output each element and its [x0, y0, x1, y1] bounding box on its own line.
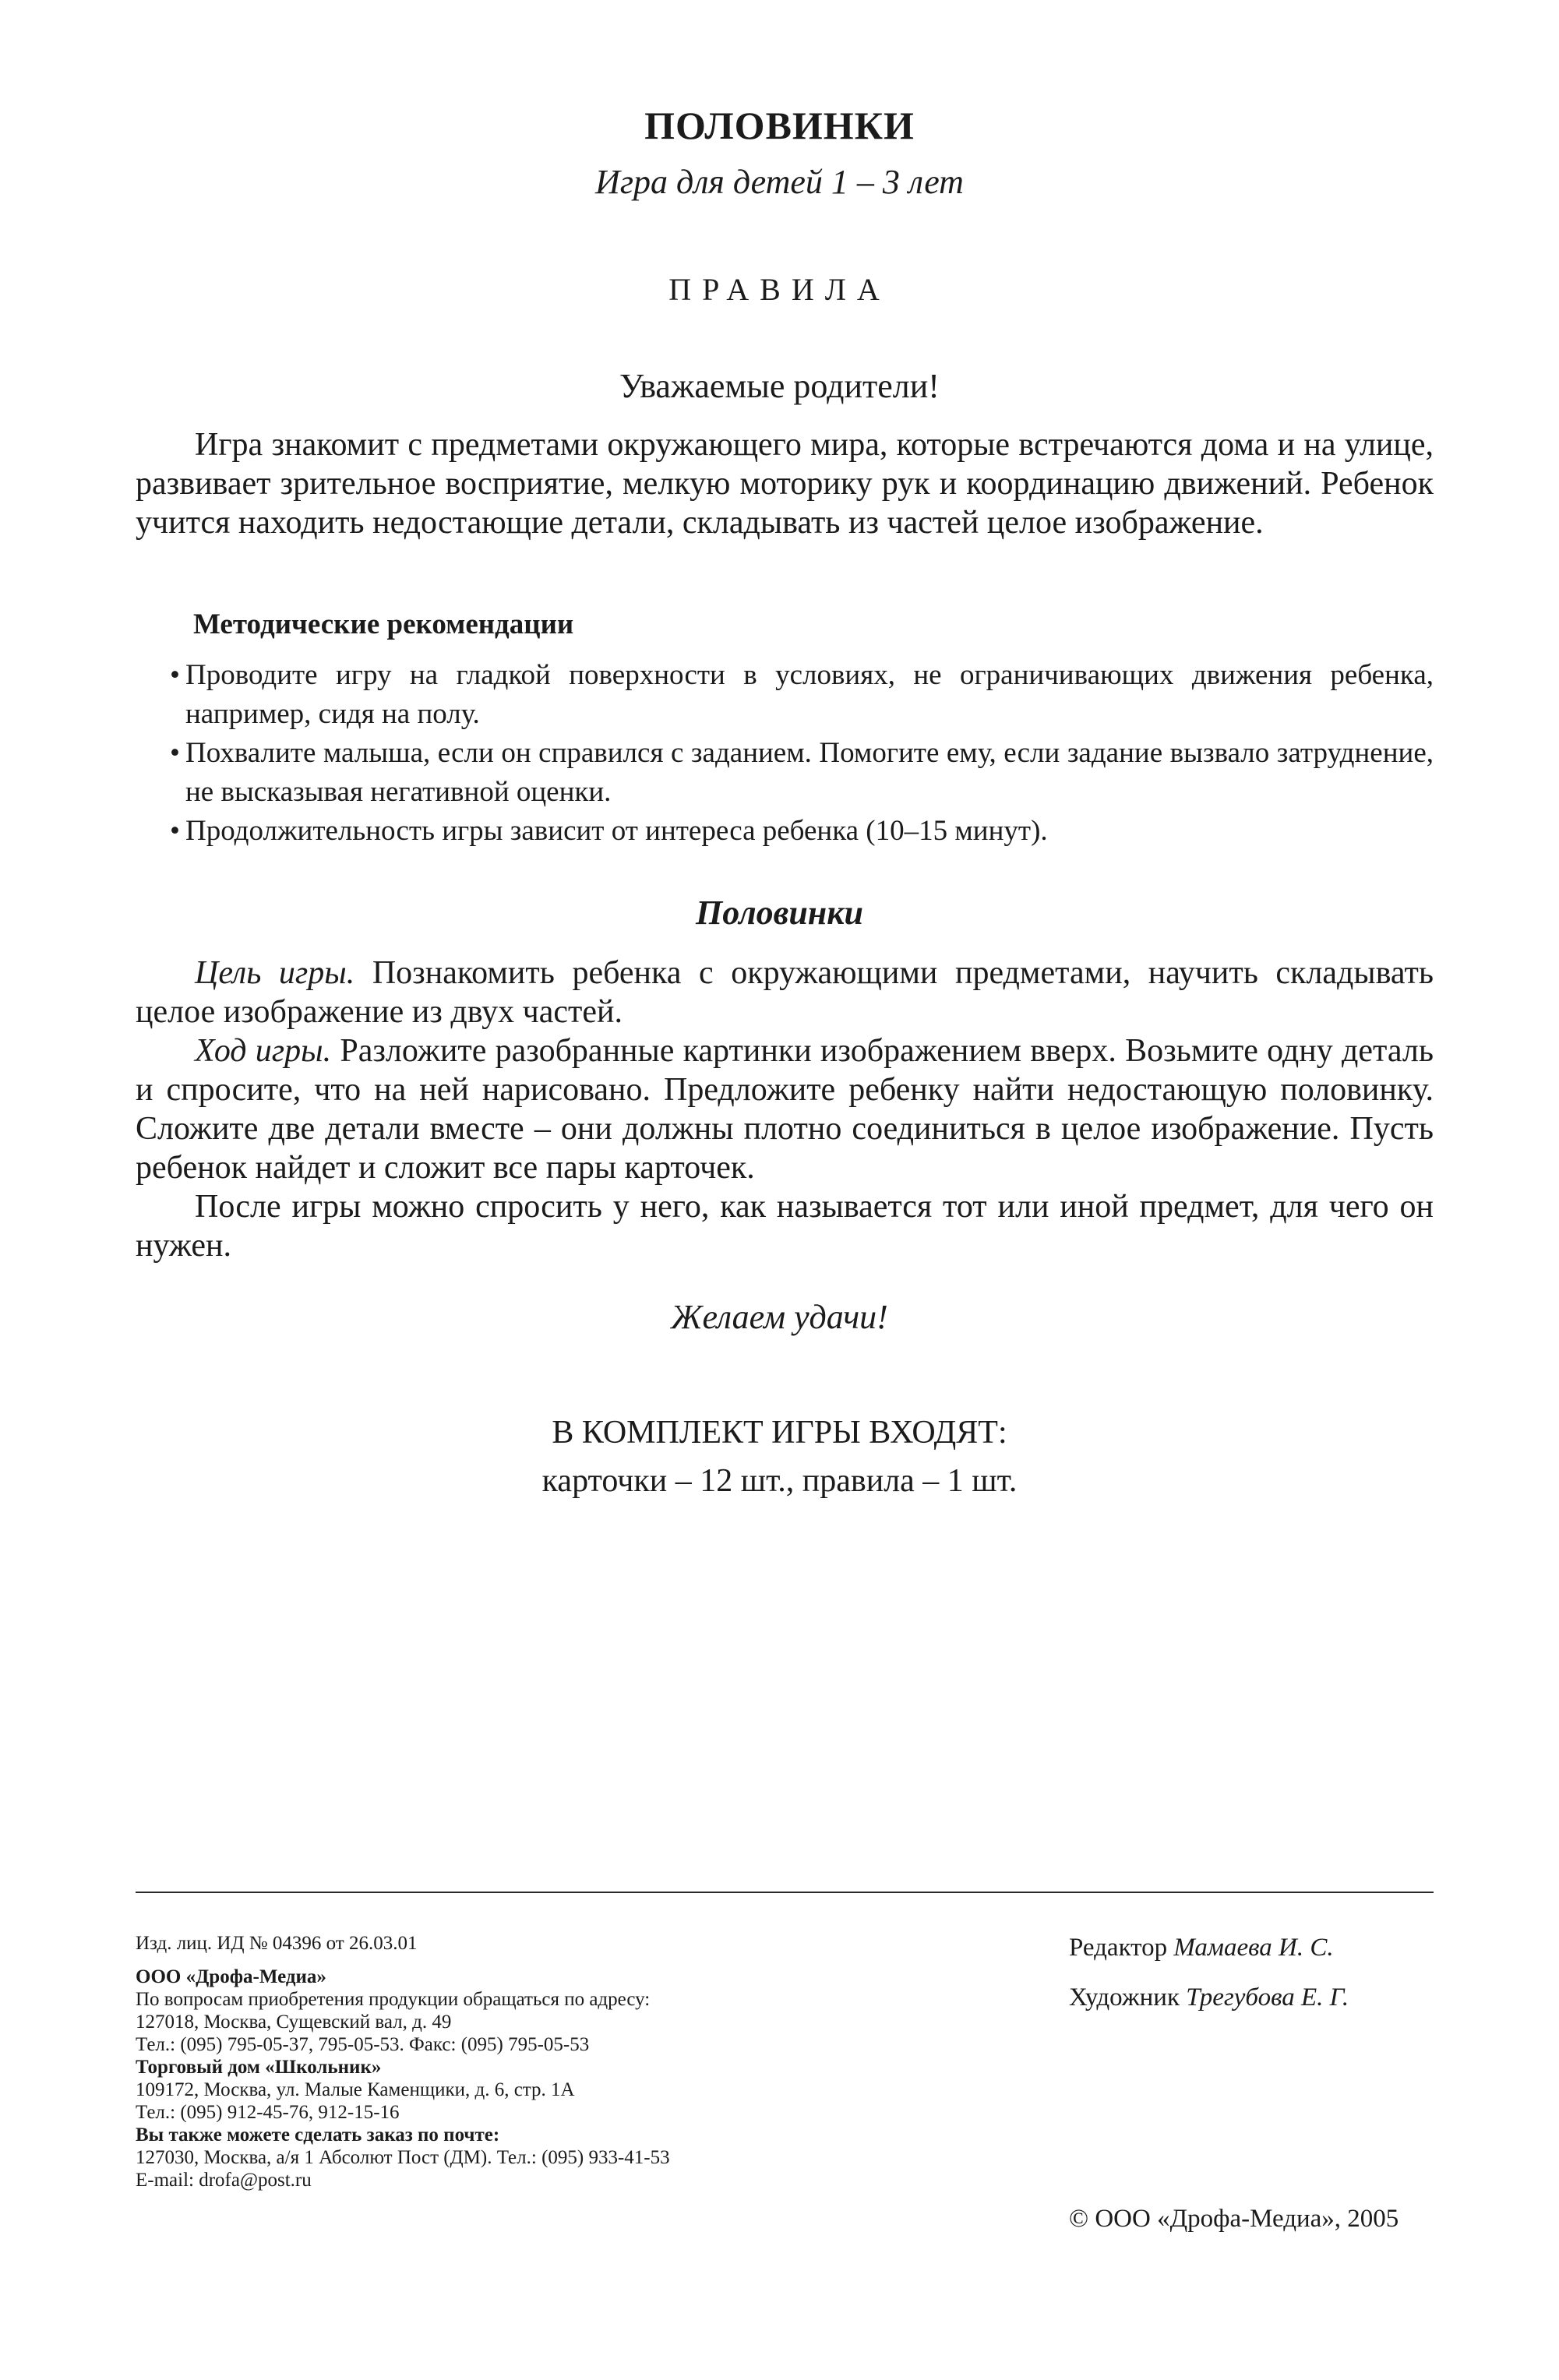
credits-block: [1069, 1930, 1458, 2030]
artist-credit: [1069, 1980, 1458, 2015]
methods-list-item: • Похвалите малыша, если он справился с заданием. Помогите ему, если задание вызвало затруднение, не высказывая негативной оценки.: [171, 734, 1434, 812]
wish-text: Желаем удачи!: [671, 1298, 888, 1336]
trade-address: 109172, Москва, ул. Малые Каменщики, д. 6, стр. 1А: [136, 2079, 575, 2100]
methods-list-item: • Проводите игру на гладкой поверхности в условиях, не ограничивающих движения ребенка, например, сидя на полу.: [171, 656, 1434, 734]
publisher-address: 127018, Москва, Сущевский вал, д. 49: [136, 2012, 452, 2033]
trade-phones: Тел.: (095) 912-45-76, 912-15-16: [136, 2102, 400, 2123]
game-goal: [136, 954, 1434, 1031]
game-description: [136, 954, 1434, 1265]
game-after: После игры можно спросить у него, как называется тот или иной предмет, для чего он нужен.: [136, 1189, 1434, 1264]
methods-heading: Методические рекомендации: [193, 608, 574, 640]
purchase-note: По вопросам приобретения продукции обращаться по адресу:: [136, 1989, 651, 2010]
methods-list-item: • Продолжительность игры зависит от интереса ребенка (10–15 минут).: [171, 812, 1434, 851]
rules-heading: ПРАВИЛА: [668, 272, 891, 307]
artist-name: Трегубова Е. Г.: [1186, 1983, 1349, 2012]
mail-address: 127030, Москва, а/я 1 Абсолют Пост (ДМ). Тел.: (095) 933-41-53: [136, 2147, 670, 2168]
methods-list: [171, 656, 1434, 851]
email-line: E-mail: drofa@post.ru: [136, 2170, 312, 2191]
license-line: Изд. лиц. ИД № 04396 от 26.03.01: [136, 1933, 418, 1954]
kit-title: В КОМПЛЕКТ ИГРЫ ВХОДЯТ:: [552, 1415, 1007, 1451]
goal-text: Познакомить ребенка с окружающими предметами, научить складывать целое изображение из двух частей.: [136, 955, 1434, 1030]
publisher-name: ООО «Дрофа-Медиа»: [136, 1966, 326, 1987]
imprint-block: [136, 1932, 930, 2191]
game-title: Половинки: [695, 894, 864, 932]
artist-label: Художник: [1069, 1983, 1180, 2012]
greeting: Уважаемые родители!: [619, 367, 940, 405]
publisher-phones: Тел.: (095) 795-05-37, 795-05-53. Факс: (095) 795-05-53: [136, 2034, 590, 2055]
age-subtitle: Игра для детей 1 – 3 лет: [595, 163, 964, 201]
intro-paragraph: Игра знакомит с предметами окружающего мира, которые встречаются дома и на улице, развивает зрительное восприятие, мелкую моторику рук и координацию движений. Ребенок учится находить недостающие детали, складывать из частей целое изображение.: [136, 427, 1434, 541]
copyright-line: © ООО «Дрофа-Медиа», 2005: [1069, 2205, 1399, 2233]
process-label: Ход игры.: [195, 1033, 332, 1069]
goal-label: Цель игры.: [195, 955, 355, 991]
editor-label: Редактор: [1069, 1934, 1168, 1962]
kit-items: карточки – 12 шт., правила – 1 шт.: [541, 1463, 1018, 1499]
editor-credit: [1069, 1930, 1458, 1965]
page-title: ПОЛОВИНКИ: [644, 104, 915, 147]
mail-order-note: Вы также можете сделать заказ по почте:: [136, 2124, 500, 2146]
process-text: Разложите разобранные картинки изображением вверх. Возьмите одну деталь и спросите, что на ней нарисовано. Предложите ребенку найти недостающую половинку. Сложите две детали вместе – они должны плотно соединиться в целое изображение. Пусть ребенок найдет и сложит все пары карточек.: [136, 1033, 1434, 1186]
trade-house-name: Торговый дом «Школьник»: [136, 2057, 382, 2078]
game-process: [136, 1031, 1434, 1187]
footer-divider: [136, 1892, 1434, 1893]
editor-name: Мамаева И. С.: [1173, 1934, 1334, 1962]
